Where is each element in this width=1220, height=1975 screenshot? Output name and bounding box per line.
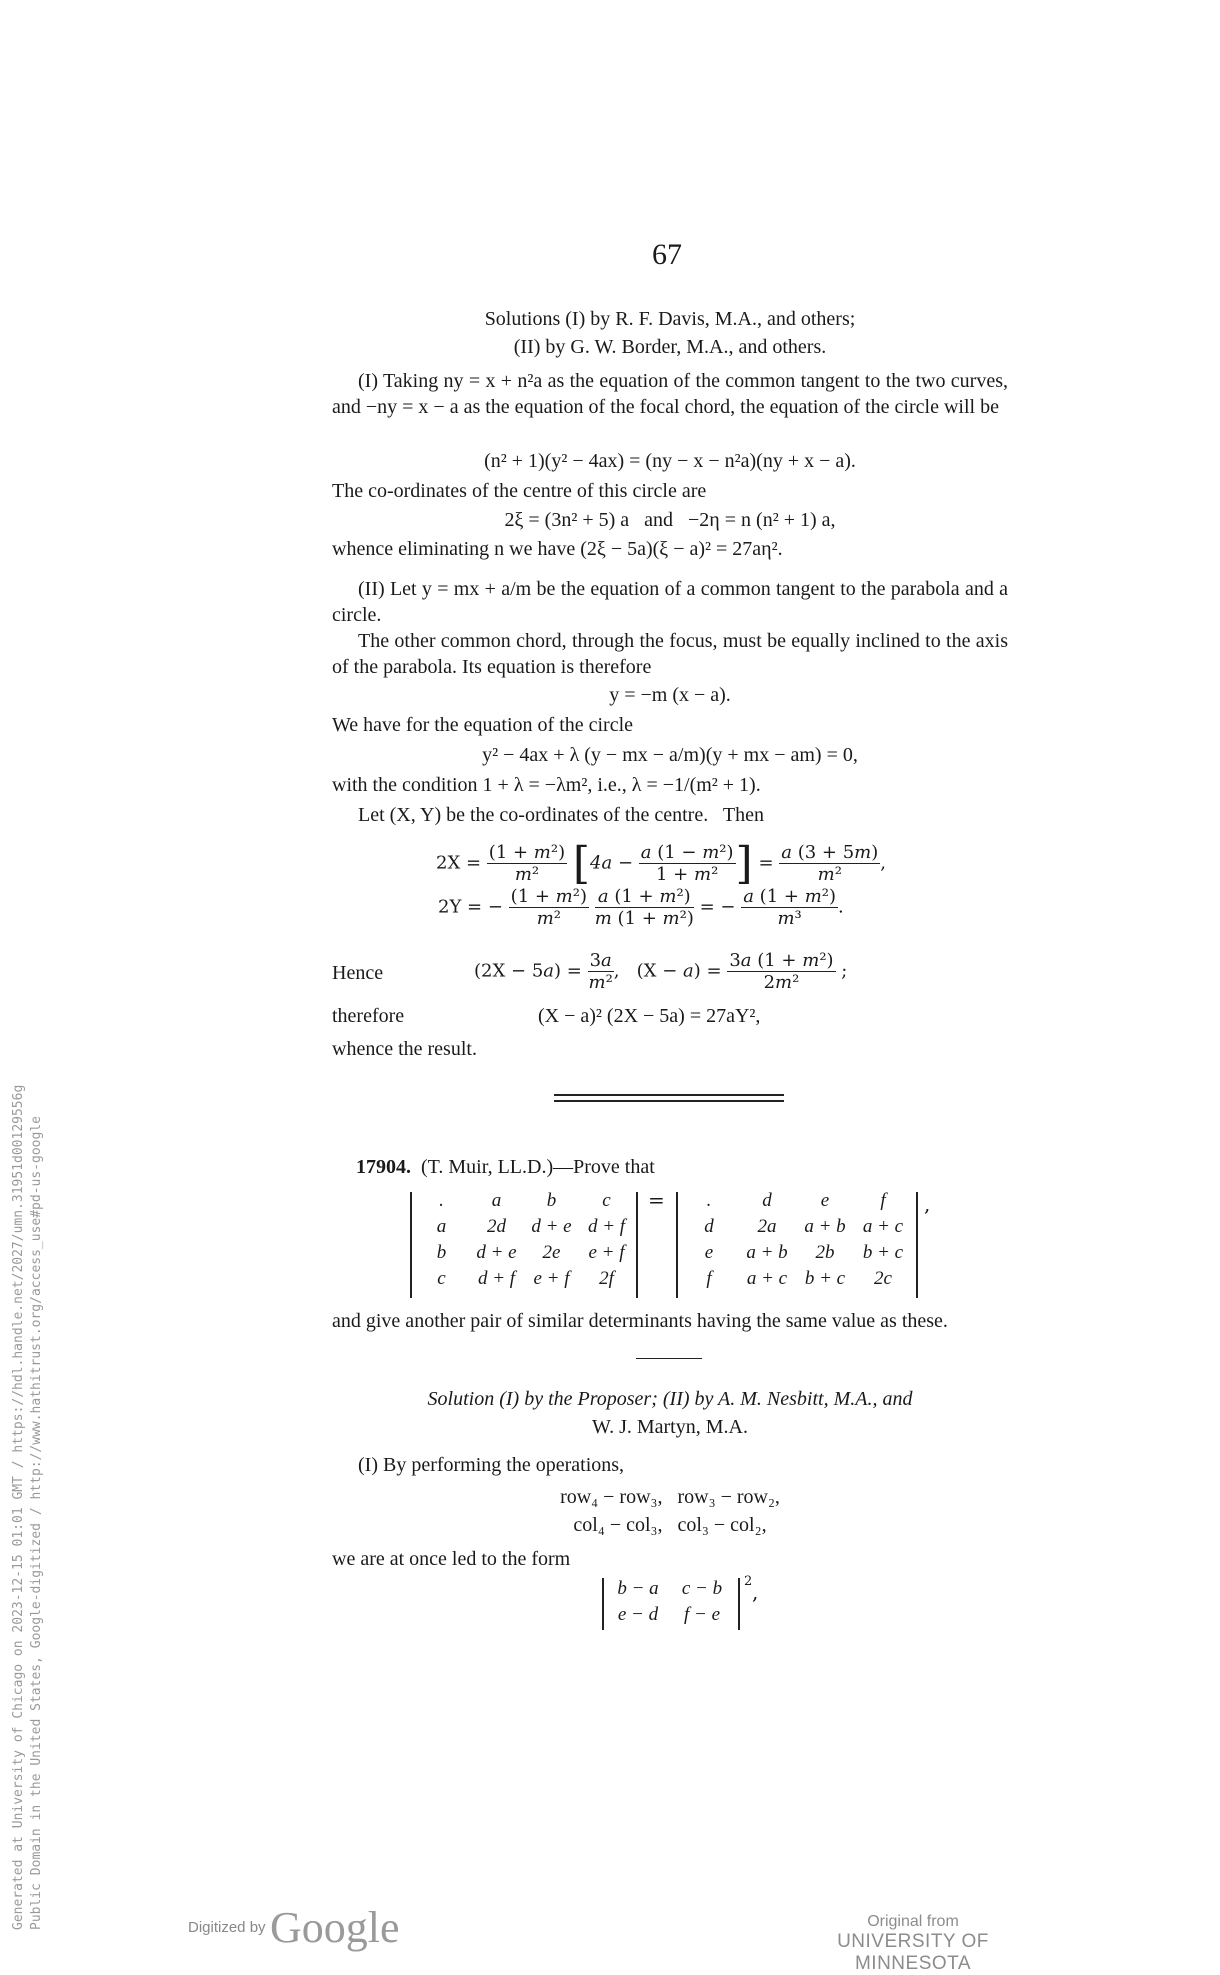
therefore-label: therefore [332,1005,405,1027]
det-left-cell-r4-c2: d + f [477,1268,516,1289]
part2-eq-chord: y = −m (x − a). [609,684,731,706]
det-right-cell-r3-c4: b + c [862,1242,904,1263]
det-right-cell-r2-c2: 2a [757,1216,777,1237]
ops-row-2: col₄ − col₃, col₃ − col₂, [573,1514,767,1536]
det-right-cell-r4-c1: f [706,1268,712,1289]
part2-let-text: Let (X, Y) be the co-ordinates of the centre. Then [358,804,764,826]
eq-hence: (2X − 5a) = $\frac{3a}{\text{m²}}$ , (X − a) = $\frac{\text{3a (1 + m²)}}{\text{2m²}}$ ; [474,950,848,993]
page-number: 67 [652,238,682,271]
university-name: UNIVERSITY OF MINNESOTA [837,1931,989,1974]
eq-2y: 2Y = − $\frac{\text{(1 + m²)}}{\text{m²}}$ $\frac{\text{a (1 + m²)}}{\text{m (1 + m²)}}$ = − $\frac{\text{a (1 + m²)}}{\text{m³}}$ . [438,886,844,929]
det-right-cell-r3-c2: a + b [746,1242,788,1263]
det-left-cell-r3-c3: 2e [542,1242,561,1263]
part1-eliminating: whence eliminating n we have (2ξ − 5a)(ξ − a)² = 27aη². [332,538,783,560]
det-left-cell-r1-c3: b [546,1190,557,1211]
determinant-equals: = [648,1188,665,1212]
det-left-cell-r2-c1: a [436,1216,447,1237]
part2-circle-text: We have for the equation of the circle [332,714,634,736]
det-left-cell-r3-c4: e + f [588,1242,625,1263]
original-from [778,1913,1048,1975]
det-left-cell-r1-c1: . [439,1190,444,1211]
digitized-by-label: Digitized by [188,1919,266,1936]
google-logo: Google [270,1903,400,1952]
problem1-credits-1: Solutions (I) by R. F. Davis, M.A., and others; [484,308,856,330]
digitized-by-google [188,1902,400,1953]
problem2-heading [356,1156,655,1179]
result-text: whence the result. [332,1038,477,1060]
det-right-cell-r1-c4: f [880,1190,886,1211]
problem2-task: and give another pair of similar determinants having the same value as these. [332,1310,948,1332]
det-left-cell-r2-c4: d + f [587,1216,626,1237]
problem2-credits-1: Solution (I) by the Proposer; (II) by A. M. Nesbitt, M.A., and [427,1388,913,1410]
det-right-cell-r1-c2: d [762,1190,772,1211]
short-separator-rule [636,1358,702,1359]
original-from-label: Original from [867,1913,959,1930]
det-right-cell-r4-c4: 2c [874,1268,892,1289]
part2-condition: with the condition 1 + λ = −λm², i.e., λ = −1/(m² + 1). [332,774,761,796]
provenance-note [10,0,46,1930]
problem2-statement: (T. Muir, LL.D.)—Prove that [421,1156,655,1178]
problem2-number: 17904. [356,1156,411,1178]
det-left-cell-r1-c4: c [602,1190,611,1211]
part2-chord: The other common chord, through the focus, must be equally inclined to the axis of the parabola. Its equation is therefore [332,630,1008,678]
det-left-cell-r4-c1: c [437,1268,446,1289]
det-right-cell-r2-c4: a + c [862,1216,904,1237]
determinant-small-power: 2 [744,1574,753,1589]
separator-rule-bottom [554,1100,784,1102]
det-small-cell-r1-c1: b − a [617,1578,659,1599]
det-left-cell-r2-c3: d + e [531,1216,572,1237]
det-left-cell-r1-c2: a [491,1190,502,1211]
eq-2x: 2X = $\frac{\text{(1 + m²)}}{\text{m²}}$ [4a − $\frac{\text{a (1 − m²)}}{\text{1 + m²}}$ ] = $\frac{a (3 + 5m)}{\text{m²}}$ , [436,838,887,889]
det-left-cell-r4-c3: e + f [533,1268,570,1289]
part1-centre-text: The co-ordinates of the centre of this circle are [332,480,707,502]
separator-rule-top [554,1094,784,1096]
det-small-cell-r2-c2: f − e [683,1604,721,1625]
ops-row-1: row₄ − row₃, row₃ − row₂, [560,1486,780,1508]
part2-eq-circle: y² − 4ax + λ (y − mx − a/m)(y + mx − am) = 0, [482,744,858,766]
part1-eq-circle: (n² + 1)(y² − 4ax) = (ny − x − n²a)(ny + x − a). [484,450,856,472]
det-right-cell-r1-c1: . [706,1190,712,1211]
part2-intro: (II) Let y = mx + a/m be the equation of a common tangent to the parabola and a circle. [332,578,1008,626]
hence-label: Hence [332,962,384,984]
det-right-cell-r3-c3: 2b [815,1242,835,1263]
det-right-cell-r2-c3: a + b [804,1216,846,1237]
provenance-line-2: Public Domain in the United States, Google-digitized / http://www.hathitrust.org/access_use#pd-us-google [29,1116,44,1930]
problem2-credits-2: W. J. Martyn, M.A. [592,1416,748,1438]
det-right-cell-r4-c2: a + c [746,1268,788,1289]
det-right-cell-r1-c3: e [820,1190,830,1211]
ops-intro: (I) By performing the operations, [358,1454,625,1476]
problem1-credits-2: (II) by G. W. Border, M.A., and others. [513,336,827,358]
det-small-cell-r2-c1: e − d [617,1604,659,1625]
det-right-cell-r4-c3: b + c [804,1268,846,1289]
determinant-right-comma: , [924,1192,931,1216]
eq-therefore: (X − a)² (2X − 5a) = 27aY², [538,1005,761,1027]
det-left-cell-r4-c4: 2f [599,1268,614,1289]
det-left-cell-r3-c2: d + e [476,1242,517,1263]
det-right-cell-r3-c1: e [704,1242,714,1263]
form-text: we are at once led to the form [332,1548,571,1570]
det-left-cell-r3-c1: b [436,1242,447,1263]
det-small-cell-r1-c2: c − b [681,1578,723,1599]
provenance-line-1: Generated at University of Chicago on 2023-12-15 01:01 GMT / https://hdl.handle.net/2027/umn.31951d00129556g [11,1084,26,1930]
det-right-cell-r2-c1: d [704,1216,714,1237]
part1-eq-centre: 2ξ = (3n² + 5) a and −2η = n (n² + 1) a, [504,509,836,531]
det-left-cell-r2-c2: 2d [487,1216,506,1237]
part1-intro: (I) Taking ny = x + n²a as the equation of the common tangent to the two curves, and −ny = x − a as the equation of the focal chord, the equation of the circle will be [332,370,1008,418]
determinant-small-comma: , [752,1580,759,1604]
